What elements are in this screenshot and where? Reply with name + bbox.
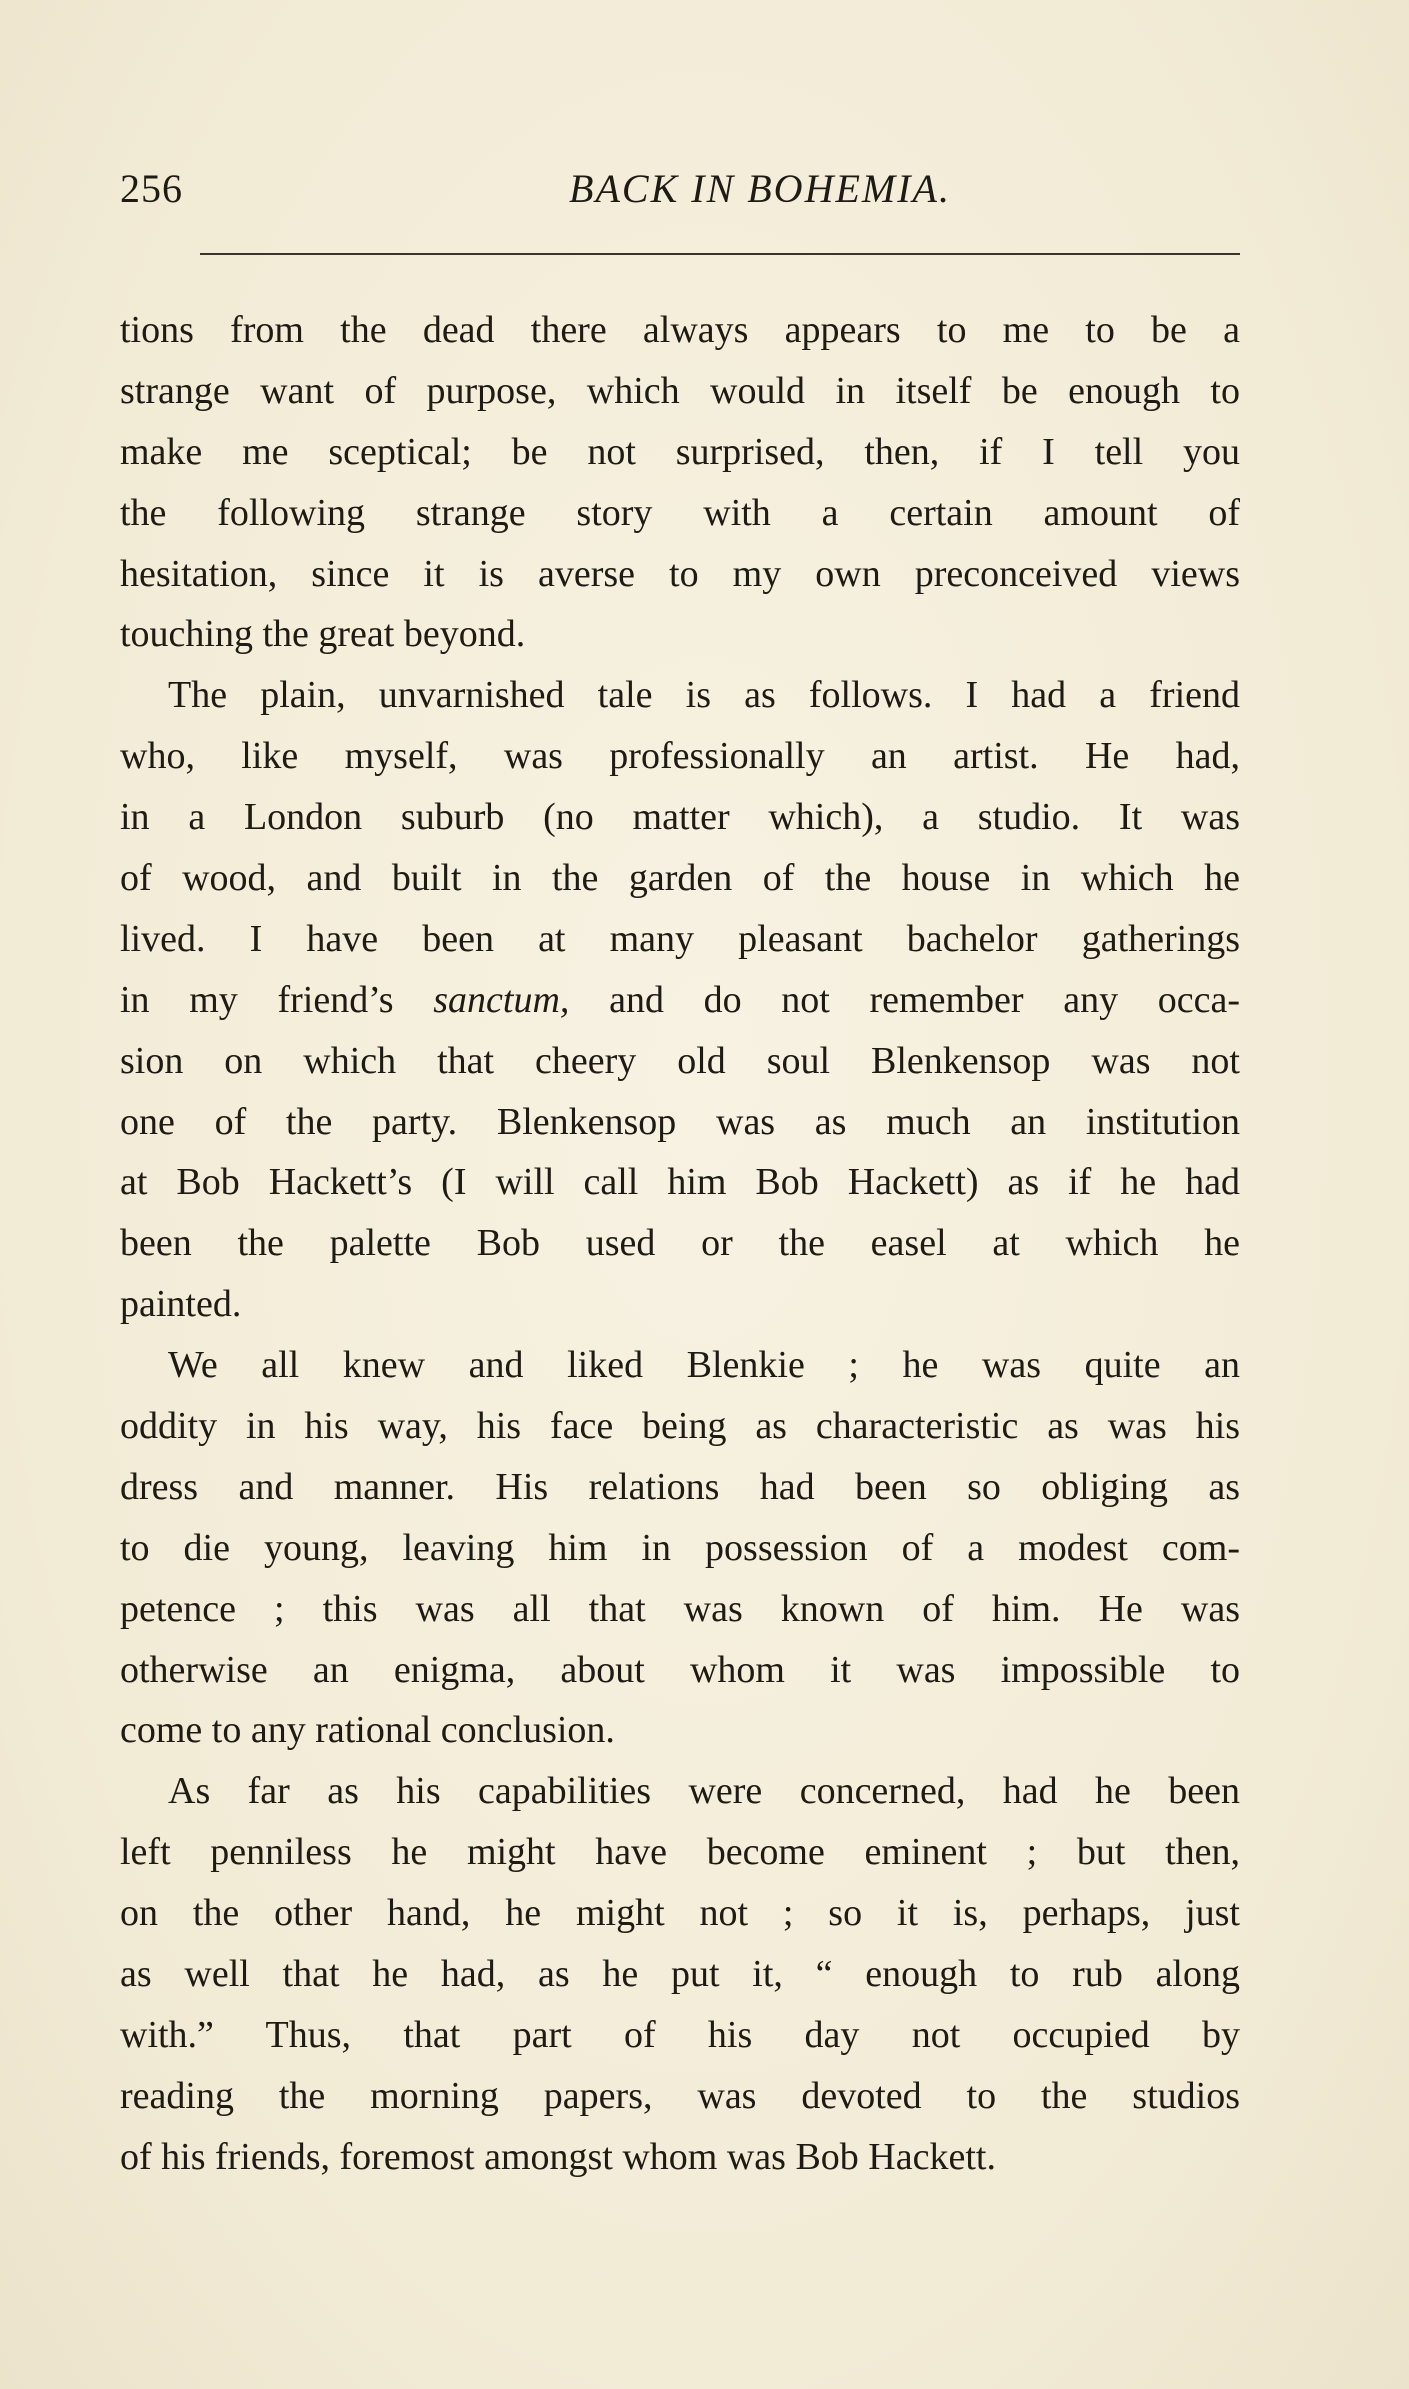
text-line: The plain, unvarnished tale is as follows. I had a friend: [168, 674, 1240, 717]
text-line: come to any rational conclusion.: [120, 1709, 615, 1752]
text-line: touching the great beyond.: [120, 613, 526, 656]
text-line: of wood, and built in the garden of the house in which he: [120, 857, 1240, 900]
text-line: as well that he had, as he put it, “ enough to rub along: [120, 1953, 1240, 1996]
text-line: otherwise an enigma, about whom it was impossible to: [120, 1648, 1240, 1691]
text-line: to die young, leaving him in possession of a modest com-: [120, 1526, 1240, 1569]
text-line: We all knew and liked Blenkie ; he was quite an: [168, 1344, 1240, 1387]
text-line-with-italic: [120, 970, 1240, 1031]
body-text: [120, 300, 1240, 2188]
text-line: at Bob Hackett’s (I will call him Bob Hackett) as if he had: [120, 1161, 1240, 1204]
text-segment: in my friend’s: [120, 978, 394, 1021]
text-line: hesitation, since it is averse to my own preconceived views: [120, 552, 1240, 595]
page-header: [120, 165, 1240, 225]
text-line: who, like myself, was professionally an artist. He had,: [120, 735, 1240, 778]
text-line: As far as his capabilities were concerned, had he been: [168, 1770, 1240, 1813]
italic-word: sanctum,: [433, 978, 570, 1021]
text-line: dress and manner. His relations had been so obliging as: [120, 1465, 1240, 1508]
text-segment: and do not remember any occa-: [609, 978, 1240, 1021]
text-line: with.” Thus, that part of his day not occupied by: [120, 2013, 1240, 2056]
text-line: reading the morning papers, was devoted to the studios: [120, 2074, 1240, 2117]
running-title: BACK IN BOHEMIA.: [569, 166, 951, 211]
text-line: of his friends, foremost amongst whom was Bob Hackett.: [120, 2135, 996, 2178]
text-line: been the palette Bob used or the easel at which he: [120, 1222, 1240, 1265]
text-line: tions from the dead there always appears to me to be a: [120, 309, 1240, 351]
text-line: the following strange story with a certain amount of: [120, 491, 1240, 534]
header-rule: [200, 253, 1240, 255]
text-line: left penniless he might have become eminent ; but then,: [120, 1831, 1240, 1874]
text-line: oddity in his way, his face being as characteristic as was his: [120, 1405, 1240, 1448]
text-line: petence ; this was all that was known of him. He was: [120, 1587, 1240, 1630]
text-line: lived. I have been at many pleasant bachelor gatherings: [120, 917, 1240, 960]
text-line: painted.: [120, 1283, 242, 1326]
text-line: make me sceptical; be not surprised, then, if I tell you: [120, 430, 1240, 473]
text-line: one of the party. Blenkensop was as much an institution: [120, 1100, 1240, 1143]
text-line: strange want of purpose, which would in itself be enough to: [120, 369, 1240, 412]
text-line: in a London suburb (no matter which), a studio. It was: [120, 796, 1240, 839]
text-line: sion on which that cheery old soul Blenkensop was not: [120, 1039, 1240, 1082]
text-line: on the other hand, he might not ; so it is, perhaps, just: [120, 1892, 1240, 1935]
page-number: 256: [120, 166, 183, 211]
